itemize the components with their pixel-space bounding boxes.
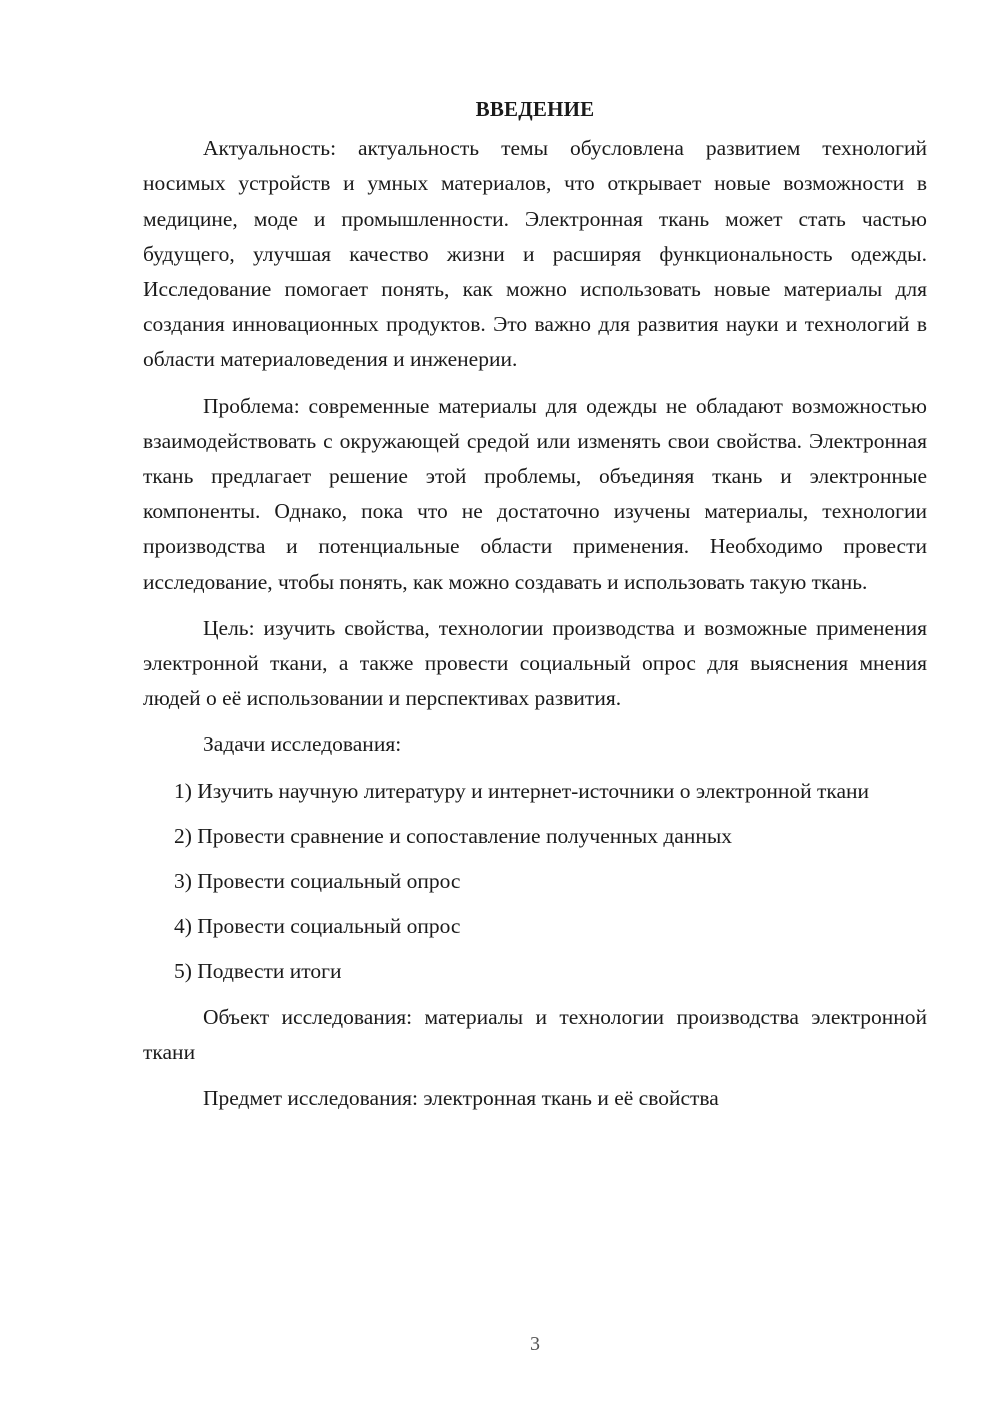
paragraph-relevance: Актуальность: актуальность темы обусловлена развитием технологий носимых устройств и умных материалов, что открывает новые возможности в медицине, моде и промышленности. Электронная ткань может стать частью будущего, улучшая качество жизни и расширяя функциональность одежды. Исследование помогает понять, как можно использовать новые материалы для создания инновационных продуктов. Это важно для развития науки и технологий в области материаловедения и инженерии. [143,136,927,372]
task-item-3: 3) Провести социальный опрос [174,869,461,894]
page-content [143,92,927,1127]
task-item-1: 1) Изучить научную литературу и интернет-источники о электронной ткани [174,778,870,803]
section-title: ВВЕДЕНИЕ [475,97,595,121]
paragraph-goal: Цель: изучить свойства, технологии производства и возможные применения электронной ткани, а также провести социальный опрос для выяснения мнения людей о её использовании и перспективах развития. [143,615,927,711]
research-object: Объект исследования: материалы и технологии производства электронной ткани [143,1004,927,1064]
task-item-5: 5) Подвести итоги [174,959,342,984]
task-item-2: 2) Провести сравнение и сопоставление полученных данных [174,823,733,848]
tasks-heading: Задачи исследования: [203,732,402,757]
page-number: 3 [530,1333,540,1355]
research-subject: Предмет исследования: электронная ткань и её свойства [203,1086,719,1111]
task-item-4: 4) Провести социальный опрос [174,914,461,939]
paragraph-problem: Проблема: современные материалы для одежды не обладают возможностью взаимодействовать с окружающей средой или изменять свои свойства. Электронная ткань предлагает решение этой проблемы, объединяя ткань и электронные компоненты. Однако, пока что не достаточно изучены материалы, технологии производства и потенциальные области применения. Необходимо провести исследование, чтобы понять, как можно создавать и использовать такую ткань. [143,393,927,594]
